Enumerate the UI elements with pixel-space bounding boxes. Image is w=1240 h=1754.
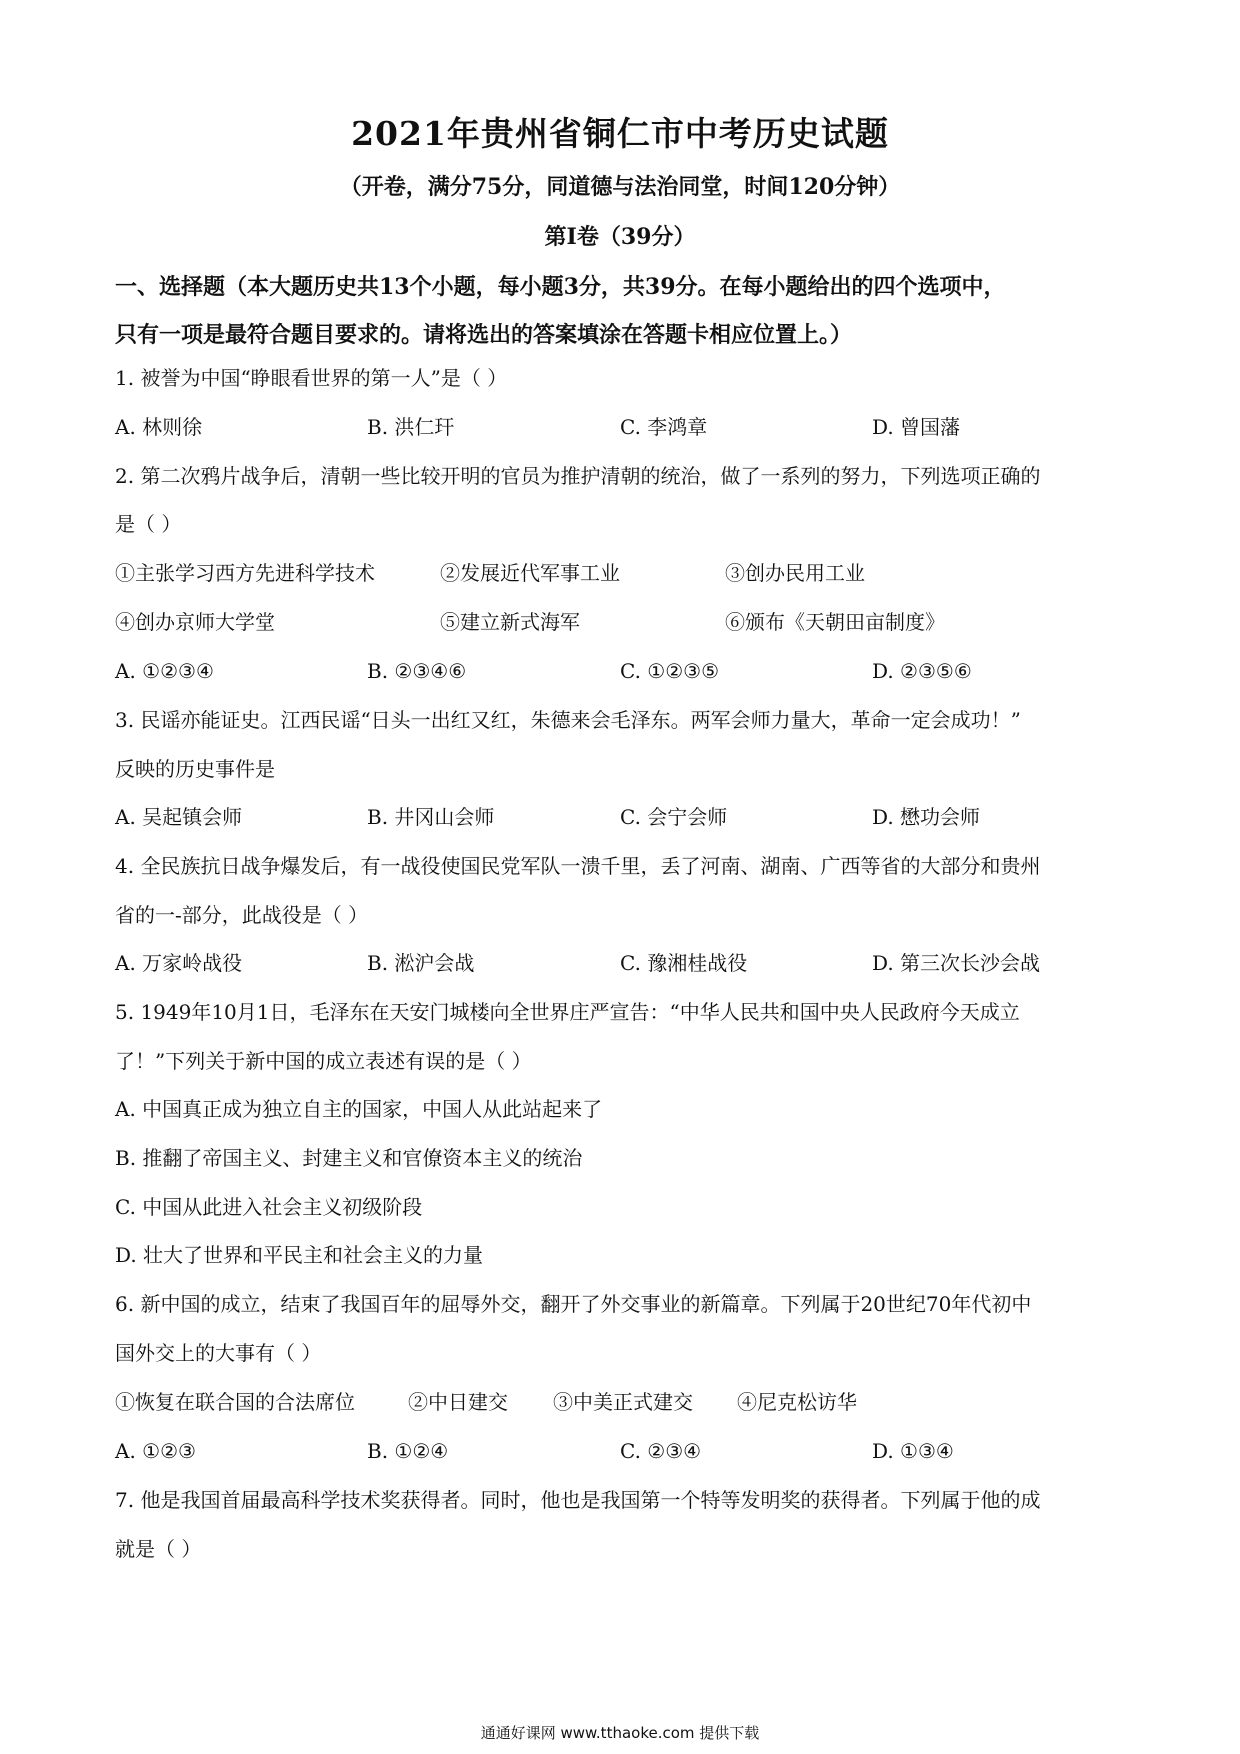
exam-title: 2021年贵州省铜仁市中考历史试题: [351, 114, 889, 153]
q4-stem-line-2: 省的一-部分，此战役是（ ）: [115, 903, 369, 927]
q6-item-1: ①恢复在联合国的合法席位: [115, 1390, 355, 1414]
q2-item-5: ⑤建立新式海军: [440, 610, 580, 634]
part-heading: 第Ⅰ卷（39分）: [544, 224, 696, 250]
q5-option-d: D. 壮大了世界和平民主和社会主义的力量: [115, 1243, 484, 1267]
q6-item-4: ④尼克松访华: [737, 1390, 857, 1414]
q2-item-3: ③创办民用工业: [725, 561, 865, 585]
q5-stem-line-2: 了！”下列关于新中国的成立表述有误的是（ ）: [115, 1049, 532, 1073]
q6-option-a: A. ①②③: [115, 1439, 196, 1463]
q6-option-d: D. ①③④: [872, 1439, 954, 1463]
q6-stem-line-2: 国外交上的大事有（ ）: [115, 1341, 322, 1365]
q3-stem-line-1: 3. 民谣亦能证史。江西民谣“日头一出红又红，朱德来会毛泽东。两军会师力量大，革命一定会成功！”: [115, 708, 1021, 732]
q2-stem-line-1: 2. 第二次鸦片战争后，清朝一些比较开明的官员为推护清朝的统治，做了一系列的努力，下列选项正确的: [115, 464, 1041, 488]
q1-option-c: C. 李鸿章: [620, 415, 708, 439]
q2-item-1: ①主张学习西方先进科学技术: [115, 561, 375, 585]
q2-option-a: A. ①②③④: [115, 659, 214, 683]
q6-stem-line-1: 6. 新中国的成立，结束了我国百年的屈辱外交，翻开了外交事业的新篇章。下列属于20世纪70年代初中: [115, 1292, 1032, 1316]
q2-item-4: ④创办京师大学堂: [115, 610, 275, 634]
q2-option-c: C. ①②③⑤: [620, 659, 720, 683]
q3-stem-line-2: 反映的历史事件是: [115, 757, 275, 781]
q6-option-c: C. ②③④: [620, 1439, 702, 1463]
q7-stem-line-2: 就是（ ）: [115, 1537, 202, 1561]
q2-option-d: D. ②③⑤⑥: [872, 659, 972, 683]
q4-option-b: B. 淞沪会战: [367, 951, 475, 975]
q1-option-b: B. 洪仁玕: [367, 415, 455, 439]
q5-option-b: B. 推翻了帝国主义、封建主义和官僚资本主义的统治: [115, 1146, 583, 1170]
q3-option-d: D. 懋功会师: [872, 805, 981, 829]
q2-stem-line-2: 是（ ）: [115, 512, 182, 536]
q2-item-2: ②发展近代军事工业: [440, 561, 620, 585]
q1-option-d: D. 曾国藩: [872, 415, 961, 439]
q4-option-c: C. 豫湘桂战役: [620, 951, 748, 975]
q1-stem: 1. 被誉为中国“睁眼看世界的第一人”是（ ）: [115, 366, 508, 390]
q7-stem-line-1: 7. 他是我国首届最高科学技术奖获得者。同时，他也是我国第一个特等发明奖的获得者。下列属于他的成: [115, 1488, 1041, 1512]
q3-option-a: A. 吴起镇会师: [115, 805, 243, 829]
q2-item-6: ⑥颁布《天朝田亩制度》: [725, 610, 945, 634]
section-line-2: 只有一项是最符合题目要求的。请将选出的答案填涂在答题卡相应位置上。）: [115, 322, 853, 348]
q6-option-b: B. ①②④: [367, 1439, 449, 1463]
exam-subtitle: （开卷，满分75分，同道德与法治同堂，时间120分钟）: [339, 174, 901, 200]
q5-option-c: C. 中国从此进入社会主义初级阶段: [115, 1195, 423, 1219]
q5-stem-line-1: 5. 1949年10月1日，毛泽东在天安门城楼向全世界庄严宣告：“中华人民共和国中央人民政府今天成立: [115, 1000, 1020, 1024]
q6-item-2: ②中日建交: [408, 1390, 508, 1414]
q3-option-b: B. 井冈山会师: [367, 805, 495, 829]
q4-option-d: D. 第三次长沙会战: [872, 951, 1041, 975]
q4-stem-line-1: 4. 全民族抗日战争爆发后，有一战役使国民党军队一溃千里，丢了河南、湖南、广西等省的大部分和贵州: [115, 854, 1041, 878]
footer-source: 通通好课网 www.tthaoke.com 提供下载: [480, 1724, 760, 1742]
section-instructions: [115, 263, 1135, 359]
q5-option-a: A. 中国真正成为独立自主的国家，中国人从此站起来了: [115, 1097, 603, 1121]
q3-option-c: C. 会宁会师: [620, 805, 728, 829]
q4-option-a: A. 万家岭战役: [115, 951, 243, 975]
q1-option-a: A. 林则徐: [115, 415, 203, 439]
q2-option-b: B. ②③④⑥: [367, 659, 467, 683]
q6-item-3: ③中美正式建交: [553, 1390, 693, 1414]
section-line-1: 一、选择题（本大题历史共13个小题，每小题3分，共39分。在每小题给出的四个选项中，: [115, 274, 1006, 300]
